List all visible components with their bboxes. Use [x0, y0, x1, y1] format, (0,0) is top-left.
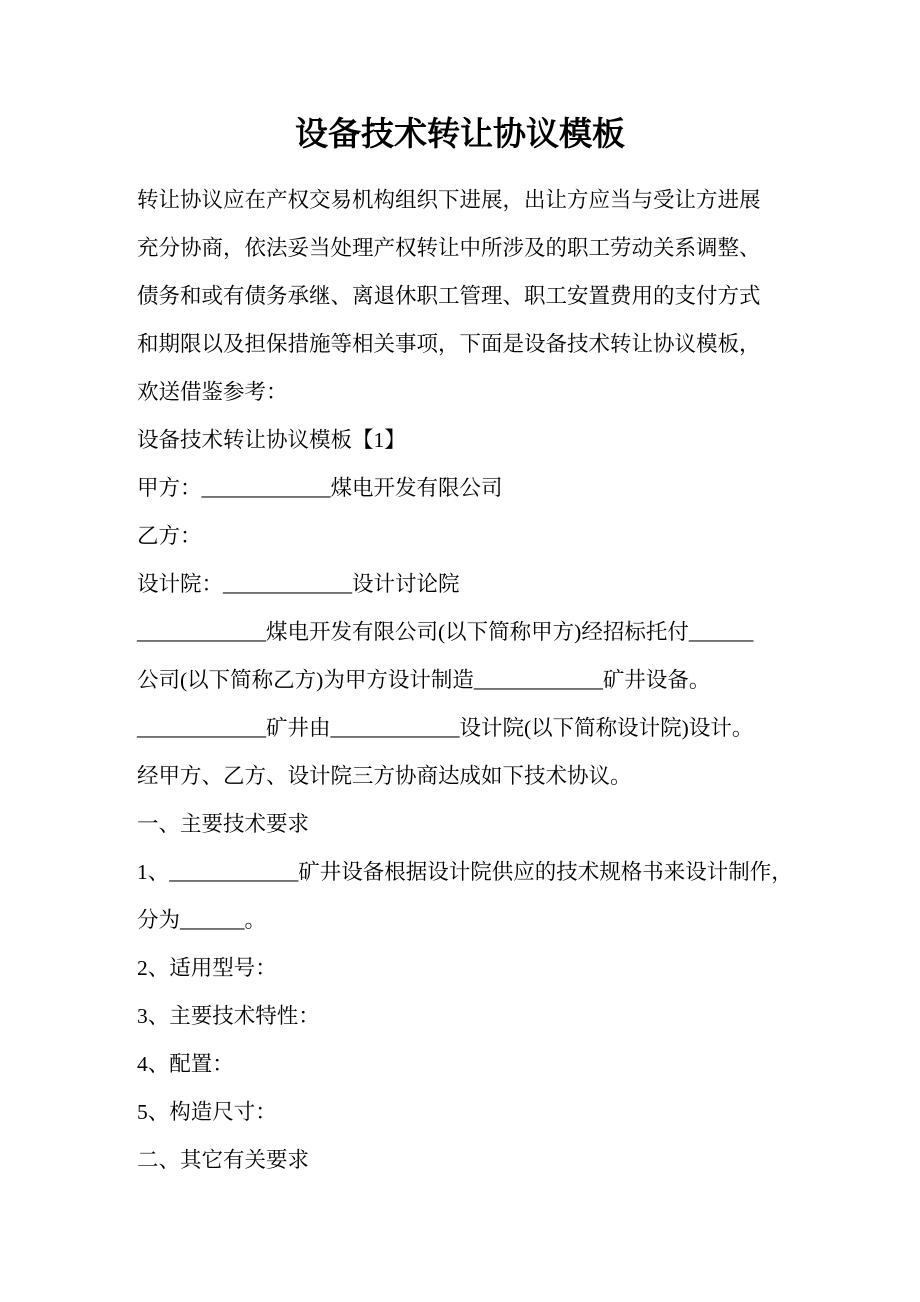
document-line: 4、配置： [137, 1052, 234, 1076]
document-line: 债务和或有债务承继、离退休职工管理、职工安置费用的支付方式 [137, 284, 761, 308]
document-line: 分为______。 [137, 908, 267, 932]
document-line: ____________矿井由____________设计院(以下简称设计院)设计。 [137, 716, 754, 740]
document-line: 设备技术转让协议模板【1】 [137, 428, 406, 452]
document-line: 欢送借鉴参考： [137, 380, 288, 404]
document-line: 3、主要技术特性： [137, 1004, 320, 1028]
document-line: 转让协议应在产权交易机构组织下进展，出让方应当与受让方进展 [137, 188, 761, 212]
document-line: 和期限以及担保措施等相关事项，下面是设备技术转让协议模板， [137, 332, 761, 356]
document-line: 2、适用型号： [137, 956, 277, 980]
document-line: 1、____________矿井设备根据设计院供应的技术规格书来设计制作， [137, 860, 793, 884]
document-line: 设计院：____________设计讨论院 [137, 572, 460, 596]
document-line: 充分协商，依法妥当处理产权转让中所涉及的职工劳动关系调整、 [137, 236, 761, 260]
document-line: 5、构造尺寸： [137, 1100, 277, 1124]
document-line: 二、其它有关要求 [137, 1148, 310, 1172]
document-line: 经甲方、乙方、设计院三方协商达成如下技术协议。 [137, 764, 632, 788]
document-line: 公司(以下简称乙方)为甲方设计制造____________矿井设备。 [137, 668, 711, 692]
document-title: 设备技术转让协议模板 [295, 117, 625, 153]
document-line: 一、主要技术要求 [137, 812, 310, 836]
document-line: 乙方： [137, 524, 202, 548]
document-line: 甲方：____________煤电开发有限公司 [137, 476, 503, 500]
document-line: ____________煤电开发有限公司(以下简称甲方)经招标托付______ [137, 620, 754, 644]
document-body [137, 176, 797, 1184]
